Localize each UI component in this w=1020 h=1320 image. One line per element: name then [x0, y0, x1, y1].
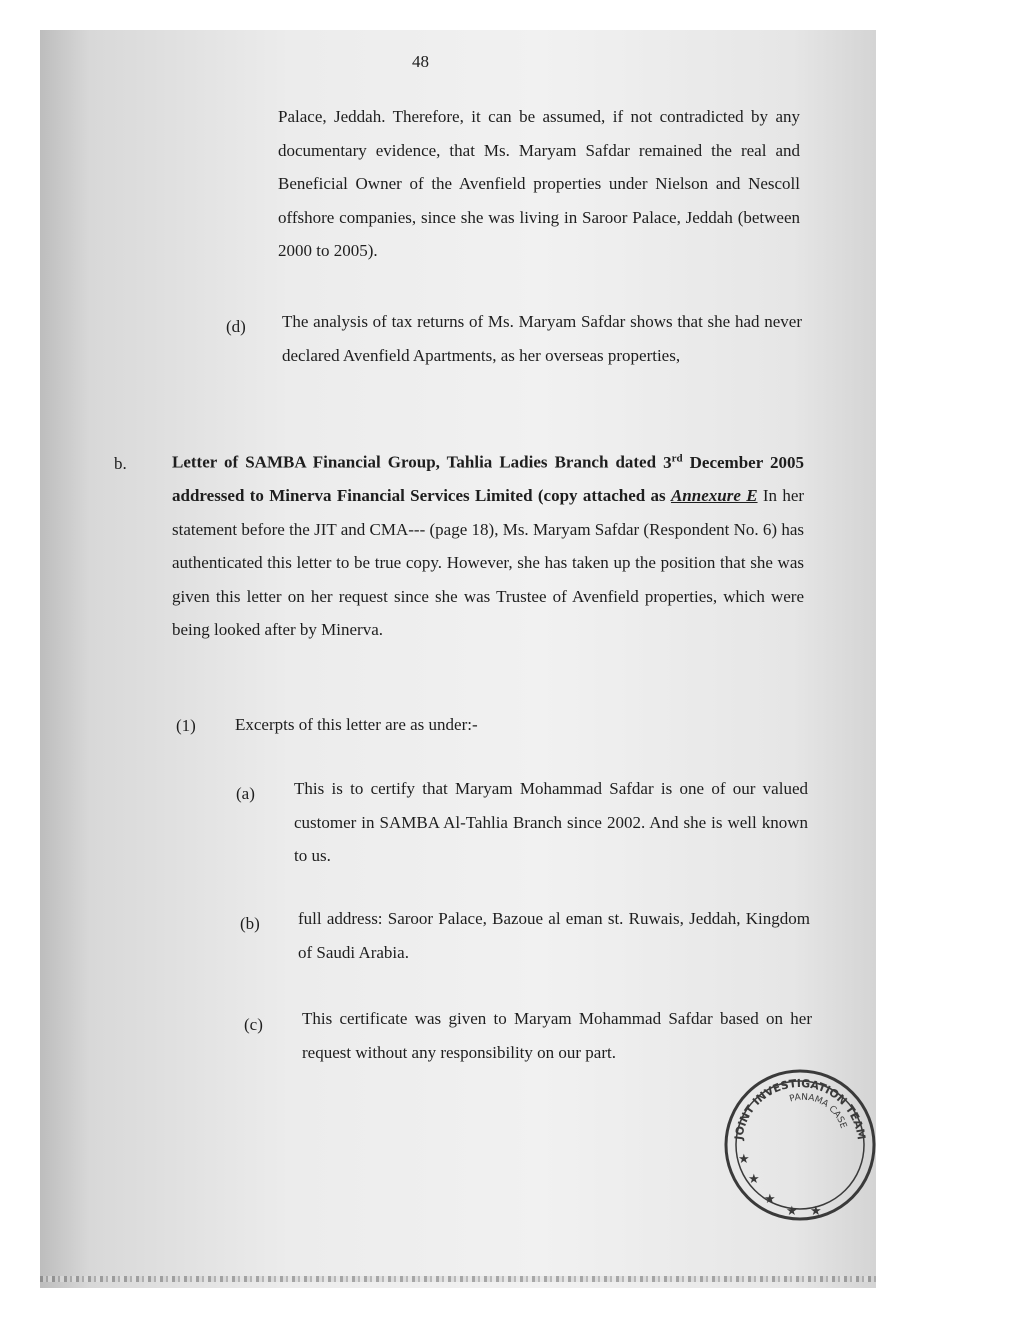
document-page: [40, 30, 876, 1288]
sub-1-marker: (1): [176, 716, 196, 735]
seal-star-icon: ★: [764, 1192, 776, 1207]
section-b-paragraph: [172, 442, 804, 647]
page-number: 48: [412, 52, 429, 71]
excerpt-c-text: This certificate was given to Maryam Mohammad Safdar based on her request without any responsibility on our part.: [302, 1009, 812, 1062]
section-b-attached-as: attached as: [582, 486, 666, 506]
seal-inner-text: PANAMA CASE: [788, 1092, 849, 1130]
item-d-text: The analysis of tax returns of Ms. Maryam Safdar shows that she had never declared Avenfield Apartments, as her overseas properties,: [282, 312, 802, 365]
annexure-e-link[interactable]: Annexure E: [670, 486, 758, 506]
paper-bottom-edge: [40, 1276, 876, 1282]
jit-seal-stamp: [720, 1065, 876, 1225]
excerpt-c-marker: (c): [244, 1015, 263, 1034]
seal-star-icon: ★: [748, 1172, 760, 1187]
section-b-heading-line1: Letter of SAMBA Financial Group, Tahlia Ladies Branch dated: [172, 452, 657, 472]
section-b-marker: b.: [114, 454, 127, 473]
paragraph-continuation: Palace, Jeddah. Therefore, it can be assumed, if not contradicted by any documentary evidence, that Ms. Maryam Safdar remained the real and Beneficial Owner of the Avenfield properties under Nielson and Nescoll offshore companies, since she was living in Saroor Palace, Jeddah (between 2000 to 2005).: [278, 107, 800, 260]
seal-star-icon: ★: [738, 1152, 750, 1167]
seal-star-icon: ★: [786, 1204, 798, 1219]
item-d-marker: (d): [226, 317, 246, 336]
section-b-heading-date: 3rd December 2005 addressed to Minerva Financial Services Limited (copy: [172, 452, 805, 506]
excerpt-b-text: full address: Saroor Palace, Bazoue al eman st. Ruwais, Jeddah, Kingdom of Saudi Arabia.: [298, 909, 810, 962]
excerpt-b-marker: (b): [240, 914, 260, 933]
seal-outer-text: JOINT INVESTIGATION TEAM: [732, 1076, 868, 1141]
seal-star-icon: ★: [810, 1204, 822, 1219]
excerpt-a-text: This is to certify that Maryam Mohammad Safdar is one of our valued customer in SAMBA Al-Tahlia Branch since 2002. And she is well known to us.: [294, 779, 808, 865]
section-b-body: In her statement before the JIT and CMA--- (page 18), Ms. Maryam Safdar (Respondent No. 6) has authenticated this letter to be true copy. However, she has taken up the position that she was given this letter on her request since she was Trustee of Avenfield properties, which were being looked after by Minerva.: [172, 486, 805, 640]
excerpt-a-marker: (a): [236, 784, 255, 803]
sub-1-text: Excerpts of this letter are as under:-: [235, 715, 478, 734]
